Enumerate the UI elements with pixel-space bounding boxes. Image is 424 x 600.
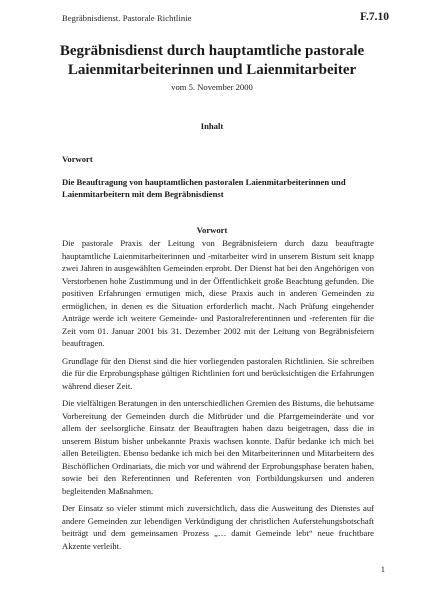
document-title [40, 42, 384, 79]
body-paragraph: Die vielfältigen Beratungen in den unterschiedlichen Gremien des Bistums, die behutsame Vorbereitung der Gemeinden durch die Mitbrüder und die Pfarrgemeinderäte und vor allem der seelsorgliche Einsatz der Beauftragten haben dazu beigetragen, dass die in unserem Bistum bisher unbekannte Praxis wachsen konnte. Dafür bedanke ich mich bei allen Beteiligten. Ebenso bedanke ich mich bei den Mitarbeiterinnen und Mitarbeitern des Bischöflichen Ordinariats, die mich vor und während der Erprobungsphase beraten haben, sowie bei den Referentinnen und Referenten von Fortbildungskursen und anderen begleitenden Maßnahmen. [62, 398, 374, 496]
toc-item-vorwort: Vorwort [62, 154, 93, 164]
running-title: Begräbnisdienst. Pastorale Richtlinie [62, 13, 192, 23]
toc-item-beauftragung: Die Beauftragung von hauptamtlichen pastoralen Laienmitarbeiterinnen und Laienmitarbeitern mit dem Begräbnisdienst [62, 177, 346, 199]
body-paragraph: Grundlage für den Dienst sind die hier vorliegenden pastoralen Richtlinien. Sie schreiben die für die Erprobungsphase gültigen Richtlinien fort und berücksichtigen die Erfahrungen während dieser Zeit. [62, 355, 374, 391]
page-number: 1 [380, 564, 385, 574]
body-paragraph: Die pastorale Praxis der Leitung von Begräbnisfeiern durch dazu beauftragte hauptamtliche Laienmitarbeiterinnen und -mitarbeiter wird in unserem Bistum seit knapp zwei Jahren in ausgewählten Gemeinden erprobt. Der Dienst hat bei den Angehörigen von Verstorbenen hohe Zustimmung und in der Öffentlichkeit große Beachtung gefunden. Die positiven Erfahrungen ermutigen mich, diese Praxis auch in anderen Gemeinden zu ermöglichen, in denen es die Situation erforderlich macht. Nach Prüfung eingehender Anträge werde ich weitere Gemeinde- und Pastoralreferentinnen und -referenten für die Zeit vom 01. Januar 2001 bis 31. Dezember 2002 mit der Leitung von Begräbnisfeiern beauftragen. [62, 238, 374, 348]
title-line-2: Laienmitarbeiterinnen und Laienmitarbeiter [67, 61, 357, 78]
section-body [62, 237, 374, 557]
body-paragraph: Der Einsatz so vieler stimmt mich zuversichtlich, dass die Ausweitung des Dienstes auf andere Gemeinden zur lebendigen Verkündigung der christlichen Auferstehungsbotschaft beiträgt und dem gemeinsamen Prozess „… damit Gemeinde lebt“ neue fruchtbare Akzente verleiht. [62, 503, 374, 551]
document-date: vom 5. November 2000 [171, 82, 253, 92]
section-heading: Vorwort [196, 225, 228, 235]
section-code: F.7.10 [360, 11, 389, 23]
toc-heading: Inhalt [200, 121, 224, 131]
title-line-1: Begräbnisdienst durch hauptamtliche pastorale [59, 43, 365, 59]
